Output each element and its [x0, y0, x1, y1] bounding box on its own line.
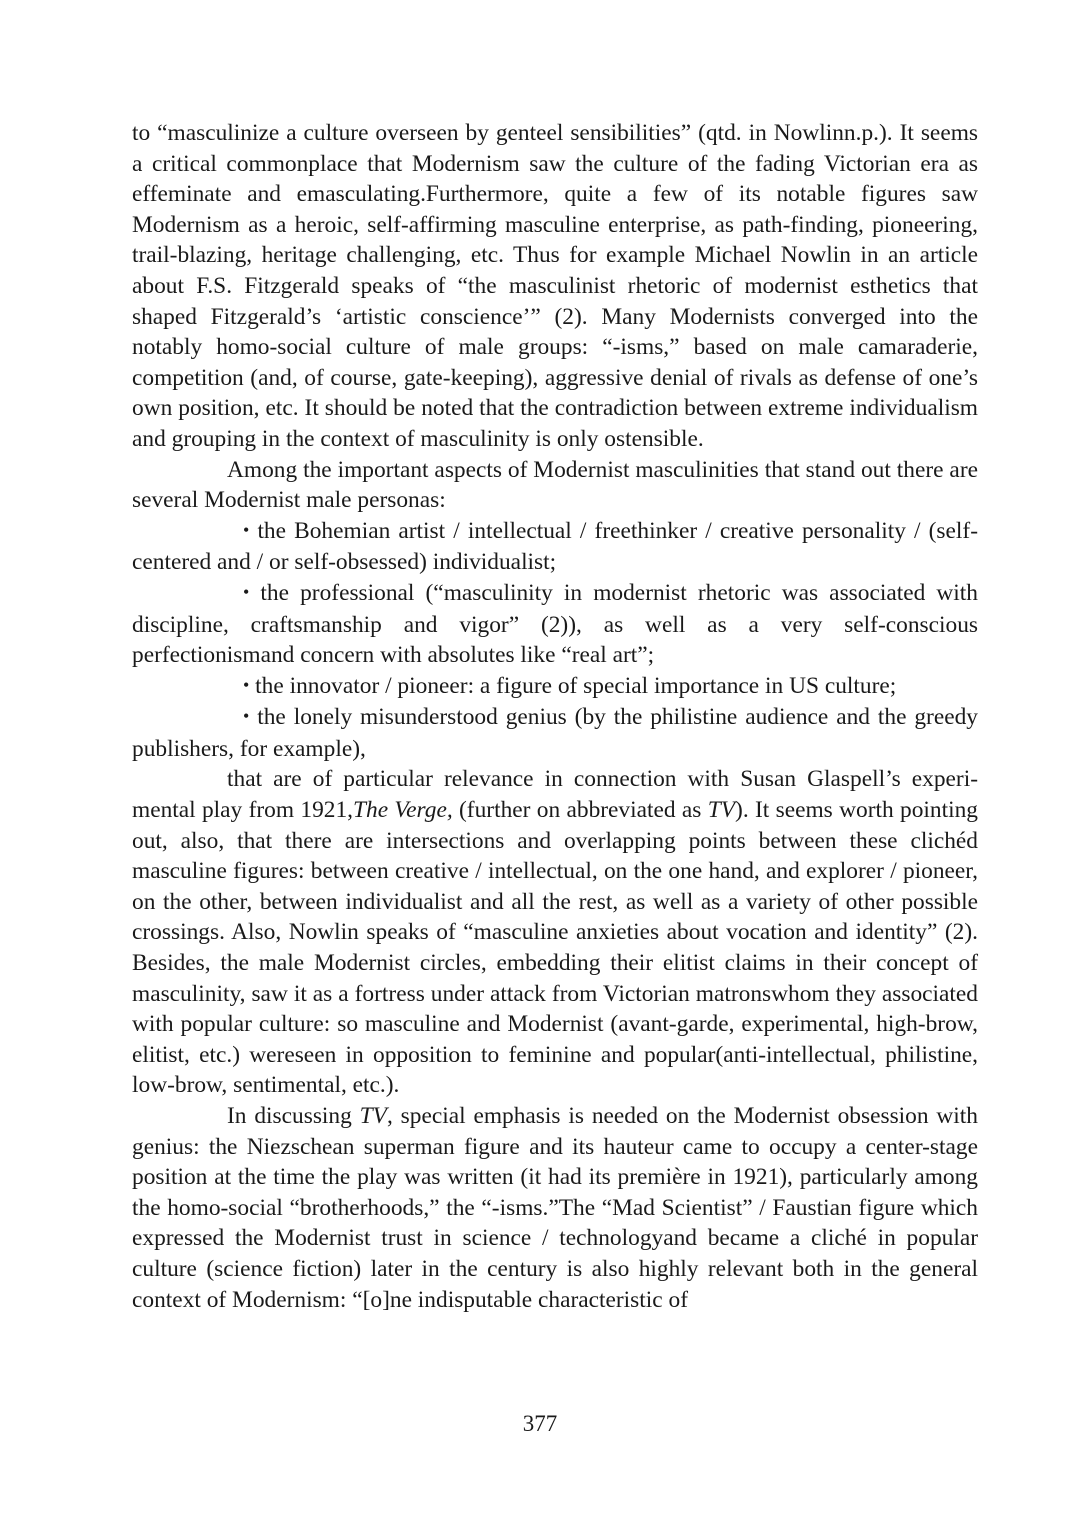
text-run: (further on abbreviated as — [452, 797, 708, 824]
paragraph-genius — [132, 1101, 978, 1315]
bullet-icon: • — [243, 706, 250, 727]
bullet-item-bohemian — [132, 516, 978, 578]
text-run: ). It seems worth pointing out, also, that there are intersections and overlapping points between these clichéd masculine figures: between creative / intellectual, on the one hand, and explorer / pioneer, on the other, between individualist and all the rest, as well as a variety of other possible crossings. Also, Nowlin speaks of “masculine anxieties about vocation and identity” (2). Besides, the male Modernist circles, embedding their elitist claims in their concept of masculinity, saw it as a fortress under attack from Victorian matronswhom they associated with popular culture: so masculine and Modernist (avant-garde, experimental, high-brow, elitist, etc.) wereseen in opposition to feminine and popular(anti-intellectual, philistine, low-brow, sentimental, etc.). — [132, 797, 978, 1099]
bullet-text: the lonely misunderstood genius (by the philistine audience and the greedy publishers, for example), — [132, 704, 978, 762]
abbreviation: TV — [359, 1103, 387, 1129]
paragraph-personas-intro: Among the important aspects of Modernist masculinities that stand out there are several Modernist male personas: — [132, 456, 978, 514]
bullet-text: the professional (“masculinity in modernist rhetoric was associated with discipline, craftsmanship and vigor” (2)), as well as a very self-conscious perfectionismand concern with absolutes like “real art”; — [132, 579, 978, 669]
bullet-icon: • — [243, 581, 250, 602]
page-number: 377 — [522, 1411, 558, 1436]
text-run: that are of particular relevance in connection with Susan Glaspell’s experimental play from 1921, — [132, 766, 978, 824]
text-run: In discussing — [227, 1103, 360, 1129]
bullet-text: the innovator / pioneer: a figure of special importance in US culture; — [255, 672, 897, 699]
text-run: , special emphasis is needed on the Modernist obsession with genius: the Niezschean superman figure and its hauteur came to occupy a center-stage position at the time the play was written (it had its première in 1921), particularly among the homo-social “brotherhoods,” the “-isms.”The “Mad Scientist” / Faustian figure which expressed the Modernist trust in science / technologyand became a cliché in popular culture (science fiction) later in the century is also highly relevant both in the general context of Modernism: “[o]ne indisputable characteristic of — [132, 1103, 978, 1313]
bullet-text: the Bohemian artist / intellectual / freethinker / creative personality / (self-centered and / or self-obsessed) individualist; — [132, 517, 978, 576]
paragraph-continuation: to “masculinize a culture overseen by genteel sensibilities” (qtd. in Nowlinn.p.). It seems a critical commonplace that Modernism saw the culture of the fading Victorian era as effeminate and emasculating.Furthermore, quite a few of its notable figures saw Modernism as a heroic, self-affirming masculine enterprise, as path-finding, pioneering, trail-blazing, heritage challenging, etc. Thus for example Michael Nowlin in an article about F.S. Fitzgerald speaks of “the masculinist rhetoric of modernist esthetics that shaped Fitzgerald’s ‘artistic conscience’” (2). Many Modernists converged into the notably homo-social culture of male groups: “-isms,” based on male camaraderie, competition (and, of course, gate-keeping), aggressive denial of rivals as defense of one’s own position, etc. It should be noted that the contradiction between extreme individualism and grouping in the context of masculinity is only ostensible. — [132, 120, 978, 452]
abbreviation: TV — [707, 797, 736, 824]
document-body — [132, 118, 978, 1315]
bullet-item-innovator — [132, 671, 978, 703]
bullet-icon: • — [243, 674, 250, 695]
bullet-item-genius — [132, 702, 978, 764]
bullet-icon: • — [243, 519, 250, 540]
bullet-item-professional — [132, 578, 978, 671]
play-title: The Verge, — [353, 797, 453, 824]
paragraph-the-verge — [132, 764, 978, 1101]
